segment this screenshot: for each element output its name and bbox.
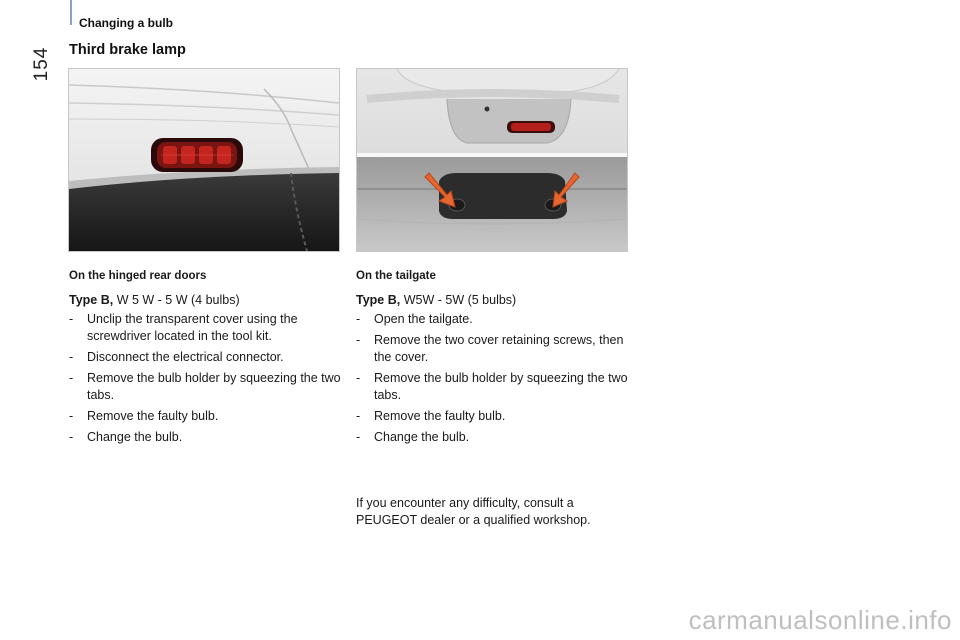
tailgate-steps <box>356 311 631 446</box>
step-item: - Unclip the transparent cover using the screwdriver located in the tool kit. <box>69 312 298 343</box>
step-item: - Remove the faulty bulb. <box>356 409 506 423</box>
watermark: carmanualsonline.info <box>688 605 952 635</box>
figure-tailgate-lamp <box>356 68 628 252</box>
tailgate-illustration <box>357 69 627 251</box>
step-item: - Change the bulb. <box>69 430 183 444</box>
step-item: - Open the tailgate. <box>356 312 473 326</box>
bulb-type-label: Type B, <box>356 293 401 307</box>
figure-hinged-doors-lamp <box>68 68 340 252</box>
header-accent-bar <box>70 0 72 25</box>
hinged-doors-bulb-type <box>69 292 344 309</box>
tailgate-bulb-type <box>356 292 631 309</box>
bulb-type-value: W 5 W - 5 W (4 bulbs) <box>113 293 240 307</box>
tailgate-heading: On the tailgate <box>356 270 436 282</box>
hinged-doors-steps <box>69 311 344 446</box>
page-title: Third brake lamp <box>69 42 186 58</box>
section-title: Changing a bulb <box>79 16 173 30</box>
dealer-note: If you encounter any difficulty, consult a PEUGEOT dealer or a qualified workshop. <box>356 496 591 527</box>
step-item: - Remove the bulb holder by squeezing the two tabs. <box>69 371 341 402</box>
step-item: - Remove the two cover retaining screws, then the cover. <box>356 333 624 364</box>
step-item: - Disconnect the electrical connector. <box>69 350 284 364</box>
page-number <box>30 44 54 84</box>
hinged-doors-instructions <box>69 268 344 450</box>
page-number-text: 154 <box>31 46 52 82</box>
step-item: - Remove the bulb holder by squeezing the two tabs. <box>356 371 628 402</box>
step-item: - Remove the faulty bulb. <box>69 409 219 423</box>
hinged-doors-heading: On the hinged rear doors <box>69 270 207 282</box>
bulb-type-value: W5W - 5W (5 bulbs) <box>400 293 517 307</box>
step-item: - Change the bulb. <box>356 430 470 444</box>
hinged-doors-illustration <box>69 69 339 251</box>
tailgate-instructions <box>356 268 631 450</box>
bulb-type-label: Type B, <box>69 293 114 307</box>
